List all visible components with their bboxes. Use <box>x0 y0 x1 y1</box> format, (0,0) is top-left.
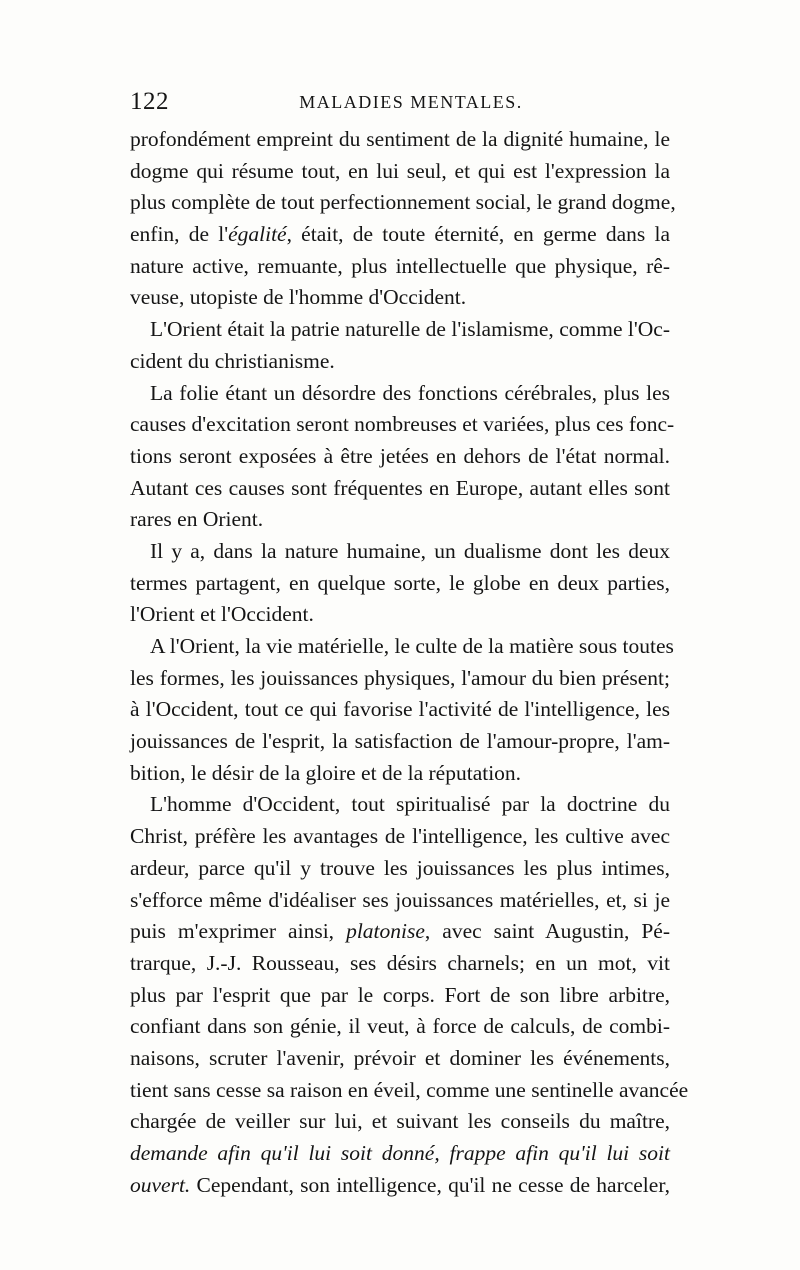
page-number: 122 <box>130 88 169 115</box>
text-line: plus par l'esprit que par le corps. Fort de son libre arbitre, <box>130 982 670 1007</box>
text-line: s'efforce même d'idéaliser ses jouissances matérielles, et, si je <box>130 887 670 912</box>
text-line: L'Orient était la patrie naturelle de l'islamisme, comme l'Oc- <box>150 317 670 342</box>
text-line: à l'Occident, tout ce qui favorise l'activité de l'intelligence, les <box>130 697 670 722</box>
text-line: La folie étant un désordre des fonctions cérébrales, plus les <box>150 380 670 405</box>
text-line: les formes, les jouissances physiques, l'amour du bien présent; <box>130 665 670 690</box>
text-line: enfin, de l'égalité, était, de toute éternité, en germe dans la <box>130 222 670 247</box>
text-line: termes partagent, en quelque sorte, le globe en deux parties, <box>130 570 670 595</box>
text-line: rares en Orient. <box>130 507 264 532</box>
text-line: naisons, scruter l'avenir, prévoir et dominer les événements, <box>130 1045 670 1070</box>
text-line: Christ, préfère les avantages de l'intelligence, les cultive avec <box>130 824 670 849</box>
text-line: tient sans cesse sa raison en éveil, comme une sentinelle avancée <box>130 1077 689 1102</box>
text-line: puis m'exprimer ainsi, platonise, avec saint Augustin, Pé- <box>130 919 670 944</box>
running-title: MALADIES MENTALES. <box>299 92 523 112</box>
body-text <box>130 124 689 1201</box>
running-head <box>130 82 670 122</box>
text-line: dogme qui résume tout, en lui seul, et qui est l'expression la <box>130 158 670 183</box>
text-line: cident du christianisme. <box>130 348 335 373</box>
text-line <box>130 1138 670 1170</box>
text-line: confiant dans son génie, il veut, à force de calculs, de combi- <box>130 1014 670 1039</box>
text-line: Autant ces causes sont fréquentes en Europe, autant elles sont <box>130 475 670 500</box>
text-line: trarque, J.-J. Rousseau, ses désirs charnels; en un mot, vit <box>130 950 670 975</box>
italic-quote: ouvert. <box>130 1172 191 1197</box>
text-line: l'Orient et l'Occident. <box>130 602 314 627</box>
text-line: ardeur, parce qu'il y trouve les jouissances les plus intimes, <box>130 855 670 880</box>
italic-word: égalité <box>228 222 287 247</box>
text-line: bition, le désir de la gloire et de la réputation. <box>130 760 522 785</box>
text-line: profondément empreint du sentiment de la dignité humaine, le <box>130 127 670 151</box>
text-line: jouissances de l'esprit, la satisfaction de l'amour-propre, l'am- <box>130 729 670 754</box>
text-line: chargée de veiller sur lui, et suivant les conseils du maître, <box>130 1109 670 1134</box>
text-line: nature active, remuante, plus intellectuelle que physique, rê- <box>130 253 670 278</box>
text-line: L'homme d'Occident, tout spiritualisé par la doctrine du <box>150 792 670 817</box>
text-line: plus complète de tout perfectionnement social, le grand dogme, <box>130 190 676 215</box>
text-line: tions seront exposées à être jetées en dehors de l'état normal. <box>130 443 670 468</box>
text-line: veuse, utopiste de l'homme d'Occident. <box>130 285 467 310</box>
text-line: causes d'excitation seront nombreuses et variées, plus ces fonc- <box>130 412 675 437</box>
text-line: Il y a, dans la nature humaine, un dualisme dont les deux <box>150 538 670 563</box>
text-line: A l'Orient, la vie matérielle, le culte de la matière sous toutes <box>150 634 674 658</box>
text-line: ouvert. Cependant, son intelligence, qu'il ne cesse de harceler, <box>130 1172 670 1197</box>
italic-word: platonise <box>346 919 425 944</box>
italic-quote: demande afin qu'il lui soit donné, frappe afin qu'il lui soit <box>130 1141 670 1165</box>
